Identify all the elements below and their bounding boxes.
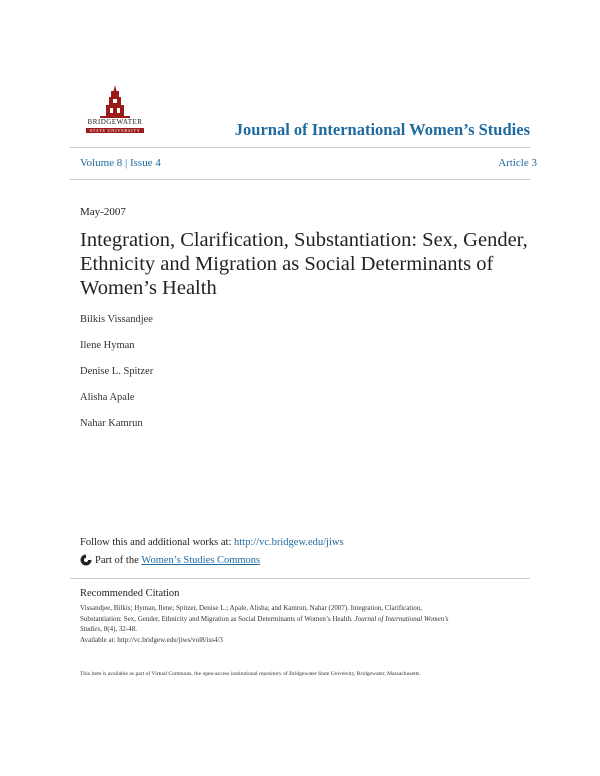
citation-available-at[interactable]: Available at: http://vc.bridgew.edu/jiws/vol8/iss4/3 [80,635,223,644]
womens-studies-commons-link[interactable]: Women’s Studies Commons [141,554,261,566]
follow-text: Follow this and additional works at: [80,537,234,548]
citation-text [80,603,530,645]
citation-line-2 [80,614,530,625]
article-title: Integration, Clarification, Substantiation: Sex, Gender, Ethnicity and Migration as Social Determinants of Women’s Health [80,229,528,299]
logo-name: BRIDGEWATER [87,118,143,126]
citation-volume-pages: , 8(4), 32-48. [100,625,137,633]
digital-commons-icon [80,554,92,566]
citation-line-1: Vissandjee, Bilkis; Hyman, Ilene; Spitzer, Denise L.; Apale, Alisha; and Kamrun, Nahar (2007). Integration, Clarification, [80,604,423,612]
author-2: Ilene Hyman [80,340,135,351]
tower-icon [80,84,150,118]
author-1: Bilkis Vissandjee [80,314,153,325]
author-3: Denise L. Spitzer [80,366,154,377]
part-of-text: Part of the [95,554,139,566]
follow-line [80,537,344,548]
citation-journal-name-cont: Studies [80,625,101,633]
citation-divider [70,578,530,579]
repository-link[interactable]: http://vc.bridgew.edu/jiws [234,537,344,548]
citation-line-2-text: Substantiation: Sex, Gender, Ethnicity and Migration as Social Determinants of Women’s Health. [80,614,355,623]
repository-footer-note: This item is available as part of Virtual Commons, the open-access institutional repository of Bridgewater State University, Bridgewater, Massachusetts. [80,671,421,677]
header-divider [70,147,530,148]
part-of-line [80,554,260,566]
author-5: Nahar Kamrun [80,418,143,429]
volume-issue-link[interactable]: Volume 8 | Issue 4 [80,157,161,169]
citation-line-3 [80,624,530,635]
recommended-citation-heading: Recommended Citation [80,588,180,599]
subheader-divider [70,179,530,180]
university-logo [80,84,150,134]
logo-subtitle: STATE UNIVERSITY [86,128,144,133]
author-4: Alisha Apale [80,392,135,403]
article-number-link[interactable]: Article 3 [498,157,537,169]
journal-title[interactable]: Journal of International Women’s Studies [234,120,530,139]
publication-date: May-2007 [80,206,126,218]
citation-journal-name: Journal of International Women’s [354,614,449,623]
